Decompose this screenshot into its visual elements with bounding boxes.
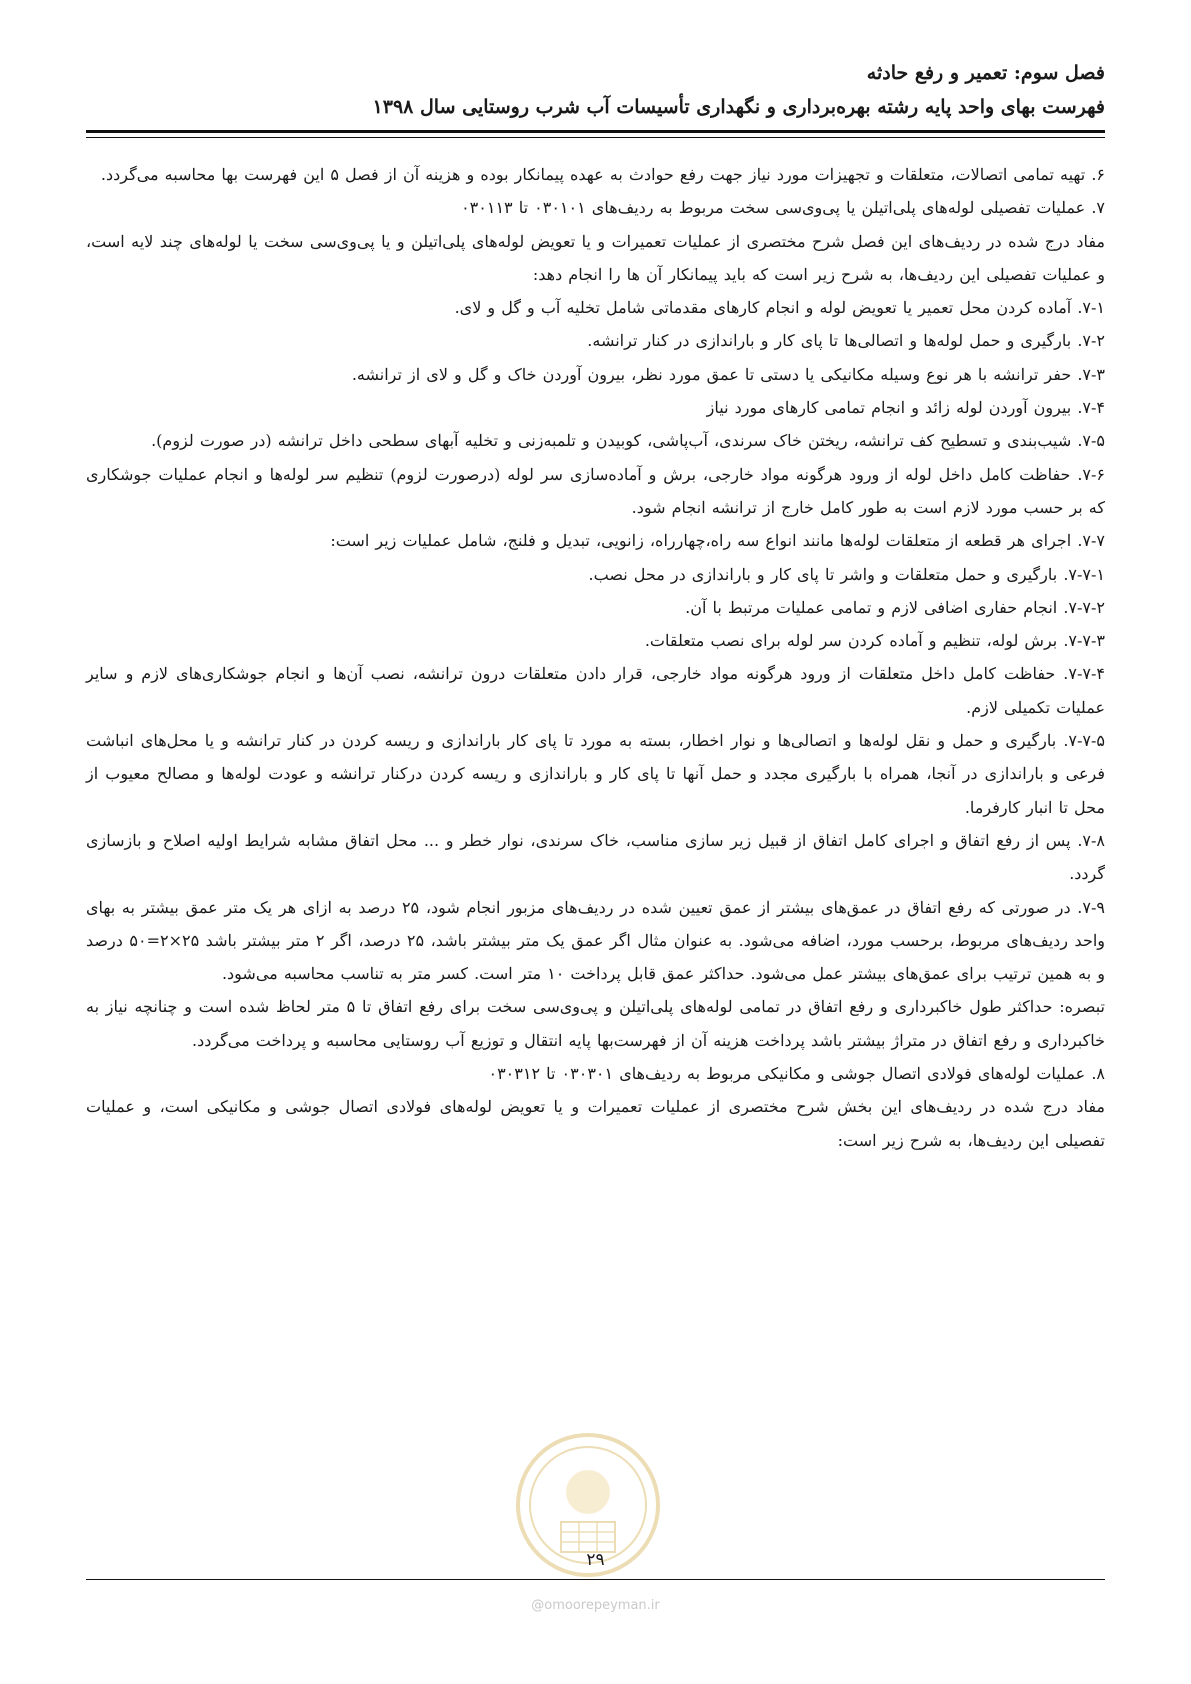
paragraph: ۷-۱. آماده کردن محل تعمیر یا تعویض لوله و انجام کارهای مقدماتی شامل تخلیه آب و گل و لای.	[454, 298, 1105, 318]
paragraph: تبصره: حداکثر طول خاکبرداری و رفع اتفاق در تمامی لوله‌های پلی‌اتیلن و پی‌وی‌سی سخت برای رفع اتفاق تا ۵ متر لحاظ شده است و چنانچه نیاز به خاکبرداری و رفع اتفاق در متراژ بیشتر باشد پرداخت هزینه آن از فهرست‌بها پایه انتقال و توزیع آب روستایی محاسبه و پرداخت می‌گردد.	[86, 997, 1106, 1050]
paragraph: ۷-۷-۱. بارگیری و حمل متعلقات و واشر تا پای کار و باراندازی در محل نصب.	[588, 564, 1105, 584]
paragraph: ۷-۳. حفر ترانشه با هر نوع وسیله مکانیکی یا دستی تا عمق مورد نظر، بیرون آوردن خاک و گل و لای از ترانشه.	[351, 364, 1105, 384]
paragraph: ۷-۴. بیرون آوردن لوله زائد و انجام تمامی کارهای مورد نیاز	[706, 398, 1105, 418]
paragraph: ۷-۹. در صورتی که رفع اتفاق در عمق‌های بیشتر از عمق تعیین شده در ردیف‌های مزبور انجام شود، ۲۵ درصد به ازای هر یک متر عمق بیشتر به بهای واحد ردیف‌های مربوط، برحسب مورد، اضافه می‌شود. به عنوان مثال اگر عمق یک متر بیشتر باشد، ۲۵ درصد، اگر ۲ متر بیشتر باشد ۲۵×۲=۵۰ درصد و به همین ترتیب برای عمق‌های بیشتر عمل می‌شود. حداکثر عمق قابل پرداخت ۱۰ متر است. کسر متر به تناسب محاسبه می‌شود.	[86, 897, 1106, 984]
paragraph: ۷-۸. پس از رفع اتفاق و اجرای کامل اتفاق از قبیل زیر سازی مناسب، خاک سرندی، نوار خطر و ... محل اتفاق مشابه شرایط اولیه اصلاح و بازسازی گردد.	[86, 830, 1105, 884]
paragraph: ۷-۷-۳. برش لوله، تنظیم و آماده کردن سر لوله برای نصب متعلقات.	[644, 631, 1105, 651]
page-header	[86, 58, 1105, 122]
footer-rule	[86, 1579, 1105, 1580]
page-number: ۲۹	[586, 1550, 605, 1570]
paragraph: ۷-۷-۲. انجام حفاری اضافی لازم و تمامی عملیات مرتبط با آن.	[685, 597, 1105, 617]
paragraph: مفاد درج شده در ردیف‌های این فصل شرح مختصری از عملیات تعمیرات و یا تعویض لوله‌های پلی‌اتیلن و یا پی‌وی‌سی سخت یا لوله‌های چند لایه است، و عملیات تفصیلی این ردیف‌ها، به شرح زیر است که باید پیمانکار آن ها را انجام دهد:	[86, 231, 1106, 284]
paragraph: ۷-۷-۵. بارگیری و حمل و نقل لوله‌ها و اتصالی‌ها و نوار اخطار، بسته به مورد تا پای کار باراندازی و ریسه کردن در کنار ترانشه و یا محل‌های انباشت فرعی و باراندازی در آنجا، همراه با بارگیری مجدد و حمل آنها تا پای کار و باراندازی و ریسه کردن درکنار ترانشه و عودت لوله‌ها و مصالح معیوب از محل تا انبار کارفرما.	[86, 731, 1105, 817]
paragraph: ۷-۵. شیب‌بندی و تسطیح کف ترانشه، ریختن خاک سرندی، آب‌پاشی، کوبیدن و تلمبه‌زنی و تخلیه آبهای سطحی داخل ترانشه (در صورت لزوم).	[151, 431, 1105, 451]
document-body	[86, 158, 1105, 1157]
paragraph: ۷-۶. حفاظت کامل داخل لوله از ورود هرگونه مواد خارجی، برش و آماده‌سازی سر لوله (درصورت لزوم) تنظیم سر لوله‌ها و انجام عملیات جوشکاری که بر حسب مورد لازم است به طور کامل خارج از ترانشه انجام شود.	[86, 464, 1105, 517]
paragraph: ۷-۷. اجرای هر قطعه از متعلقات لوله‌ها مانند انواع سه راه،چهارراه، زانویی، تبدیل و فلنج، شامل عملیات زیر است:	[330, 531, 1105, 551]
paragraph: ۶. تهیه تمامی اتصالات، متعلقات و تجهیزات مورد نیاز جهت رفع حوادث به عهده پیمانکار بوده و هزینه آن از فصل ۵ این فهرست بها محاسبه می‌گردد.	[100, 165, 1105, 184]
paragraph: ۷-۷-۴. حفاظت کامل داخل متعلقات از ورود هرگونه مواد خارجی، قرار دادن متعلقات درون ترانشه، نصب آن‌ها و انجام جوشکاری‌های لازم و سایر عملیات تکمیلی لازم.	[86, 664, 1105, 717]
watermark-text: @omoorepeyman.ir	[531, 1598, 660, 1613]
header-rule-thin	[86, 137, 1105, 138]
header-rule-thick	[86, 130, 1105, 133]
paragraph: ۷-۲. بارگیری و حمل لوله‌ها و اتصالی‌ها تا پای کار و باراندازی در کنار ترانشه.	[587, 331, 1105, 351]
paragraph: مفاد درج شده در ردیف‌های این بخش شرح مختصری از عملیات تعمیرات و یا تعویض لوله‌های فولادی اتصال جوشی و مکانیکی است، و عملیات تفصیلی این ردیف‌ها، به شرح زیر است:	[86, 1097, 1106, 1150]
document-title: فهرست بهای واحد پایه رشته بهره‌برداری و نگهداری تأسیسات آب شرب روستایی سال ۱۳۹۸	[372, 96, 1105, 118]
paragraph: ۸. عملیات لوله‌های فولادی اتصال جوشی و مکانیکی مربوط به ردیف‌های ۰۳۰۳۰۱ تا ۰۳۰۳۱۲	[488, 1064, 1105, 1084]
paragraph: ۷. عملیات تفصیلی لوله‌های پلی‌اتیلن یا پی‌وی‌سی سخت مربوط به ردیف‌های ۰۳۰۱۰۱ تا ۰۳۰۱۱۳	[461, 198, 1105, 218]
chapter-title: فصل سوم: تعمیر و رفع حادثه	[866, 62, 1105, 84]
